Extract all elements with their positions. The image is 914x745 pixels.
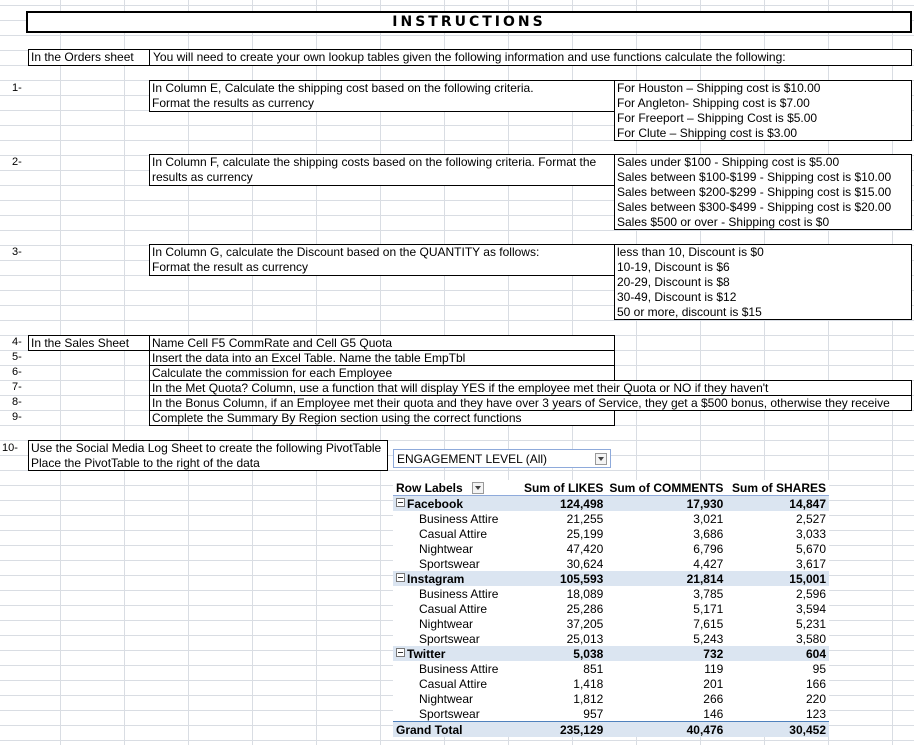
group-shares-value: 15,001 xyxy=(726,571,829,586)
step-1-criteria-cell[interactable] xyxy=(614,80,912,141)
pivot-item-row[interactable] xyxy=(393,691,829,706)
item-likes-value: 25,013 xyxy=(566,631,604,646)
group-label-cell[interactable] xyxy=(393,646,519,661)
criteria-line: For Freeport – Shipping Cost is $5.00 xyxy=(617,111,818,125)
step-number: 7- xyxy=(12,381,22,393)
item-label: Nightwear xyxy=(419,616,474,631)
criteria-line: Sales $500 or over - Shipping cost is $0 xyxy=(617,215,830,229)
item-label: Sportswear xyxy=(419,556,480,571)
pivot-table[interactable] xyxy=(393,480,829,736)
likes-header: Sum of LIKES xyxy=(519,480,607,496)
step-3-instruction-cell[interactable] xyxy=(149,244,615,276)
orders-sheet-label-cell[interactable] xyxy=(28,49,150,66)
criteria-line: For Angleton- Shipping cost is $7.00 xyxy=(617,96,810,110)
group-likes-value: 5,038 xyxy=(519,646,607,661)
item-likes-value: 21,255 xyxy=(566,511,604,526)
group-comments-value: 21,814 xyxy=(606,571,726,586)
step-3-line-2: Format the result as currency xyxy=(152,260,309,274)
step-1-line-2: Format the results as currency xyxy=(152,96,315,110)
criteria-line: Sales between $300-$499 - Shipping cost is $20.00 xyxy=(617,200,892,214)
step-number: 4- xyxy=(12,336,22,348)
item-likes-value: 851 xyxy=(583,661,604,676)
item-comments-value: 5,243 xyxy=(693,631,724,646)
item-comments-value: 3,785 xyxy=(693,586,724,601)
item-comments-value: 6,796 xyxy=(693,541,724,556)
group-comments-value: 17,930 xyxy=(606,496,726,512)
item-label: Casual Attire xyxy=(419,526,488,541)
row-labels-text: Row Labels xyxy=(396,480,463,495)
sales-item-text: Insert the data into an Excel Table. Name the table EmpTbl xyxy=(152,351,466,365)
item-shares-value: 95 xyxy=(812,661,826,676)
group-label-cell[interactable] xyxy=(393,496,519,512)
criteria-line: 50 or more, discount is $15 xyxy=(617,305,762,319)
item-likes-value: 957 xyxy=(583,706,604,721)
collapse-icon[interactable] xyxy=(396,648,405,657)
item-likes-value: 1,812 xyxy=(573,691,604,706)
item-comments-value: 119 xyxy=(704,661,724,676)
row-labels-header[interactable] xyxy=(393,480,519,496)
grand-total-likes: 235,129 xyxy=(519,722,607,738)
criteria-line: For Clute – Shipping cost is $3.00 xyxy=(617,126,798,140)
step-number: 8- xyxy=(12,396,22,408)
sales-item-cell[interactable] xyxy=(149,365,615,381)
sales-item-cell[interactable] xyxy=(149,350,615,366)
item-comments-value: 266 xyxy=(703,691,724,706)
item-shares-value: 5,670 xyxy=(795,541,826,556)
group-label-cell[interactable] xyxy=(393,571,519,586)
filter-field-value: (All) xyxy=(525,452,548,466)
item-shares-value: 5,231 xyxy=(795,616,826,631)
sales-sheet-label: In the Sales Sheet xyxy=(31,336,130,350)
group-shares-value: 14,847 xyxy=(726,496,829,512)
pivot-item-row[interactable] xyxy=(393,631,829,646)
item-comments-value: 3,021 xyxy=(693,511,724,526)
item-likes-value: 18,089 xyxy=(566,586,604,601)
criteria-line: less than 10, Discount is $0 xyxy=(617,245,764,259)
item-shares-value: 3,594 xyxy=(795,601,826,616)
group-name: Twitter xyxy=(407,646,446,661)
group-shares-value: 604 xyxy=(726,646,829,661)
collapse-icon[interactable] xyxy=(396,573,405,582)
step-number: 5- xyxy=(12,351,22,363)
criteria-line: For Houston – Shipping cost is $10.00 xyxy=(617,81,821,95)
item-likes-value: 37,205 xyxy=(566,616,604,631)
collapse-icon[interactable] xyxy=(396,498,405,507)
pivot-item-row[interactable] xyxy=(393,511,829,526)
item-shares-value: 3,580 xyxy=(795,631,826,646)
pivot-item-row[interactable] xyxy=(393,556,829,571)
pivot-header-row xyxy=(393,480,829,496)
step-3-line-1: In Column G, calculate the Discount based on the QUANTITY as follows: xyxy=(152,245,540,259)
item-comments-value: 4,427 xyxy=(693,556,724,571)
criteria-line: Sales between $200-$299 - Shipping cost is $15.00 xyxy=(617,185,892,199)
sales-item-text: Calculate the commission for each Employee xyxy=(152,366,393,380)
item-shares-value: 220 xyxy=(805,691,826,706)
orders-intro-cell[interactable] xyxy=(149,49,912,66)
step-10-instruction-cell[interactable] xyxy=(28,440,388,471)
step-2-line-1: In Column F, calculate the shipping costs based on the following criteria. Format the xyxy=(152,155,597,169)
step-number: 6- xyxy=(12,366,22,378)
sales-item-cell[interactable] xyxy=(149,380,912,396)
pivot-report-filter[interactable] xyxy=(393,449,611,468)
step-number: 2- xyxy=(12,156,22,168)
step-10-line-1: Use the Social Media Log Sheet to create the following PivotTable xyxy=(31,441,382,455)
sales-item-text: Name Cell F5 CommRate and Cell G5 Quota xyxy=(152,336,393,350)
item-label: Business Attire xyxy=(419,511,499,526)
pivot-item-row[interactable] xyxy=(393,616,829,631)
step-2-criteria-cell[interactable] xyxy=(614,154,912,230)
filter-dropdown-icon[interactable] xyxy=(595,453,607,465)
item-label: Business Attire xyxy=(419,661,499,676)
item-label: Sportswear xyxy=(419,706,480,721)
pivot-item-row[interactable] xyxy=(393,526,829,541)
sales-item-text: In the Bonus Column, if an Employee met their quota and they have over 3 years of Service, they get a $500 bonus, otherwise they receive xyxy=(152,396,890,410)
pivot-item-row[interactable] xyxy=(393,586,829,601)
grand-total-row xyxy=(393,722,829,738)
item-comments-value: 201 xyxy=(703,676,724,691)
pivot-item-row[interactable] xyxy=(393,676,829,691)
item-label: Business Attire xyxy=(419,586,499,601)
pivot-item-row[interactable] xyxy=(393,706,829,722)
step-2-instruction-cell[interactable] xyxy=(149,154,615,186)
sales-item-text: Complete the Summary By Region section using the correct functions xyxy=(152,411,522,425)
step-2-line-2: results as currency xyxy=(152,170,253,184)
step-number: 9- xyxy=(12,411,22,423)
sales-item-cell[interactable] xyxy=(149,395,912,411)
group-comments-value: 732 xyxy=(606,646,726,661)
step-3-criteria-cell[interactable] xyxy=(614,244,912,320)
step-1-line-1: In Column E, Calculate the shipping cost based on the following criteria. xyxy=(152,81,534,95)
step-1-instruction-cell[interactable] xyxy=(149,80,615,112)
pivot-filter-label xyxy=(397,452,547,467)
criteria-line: 30-49, Discount is $12 xyxy=(617,290,737,304)
item-likes-value: 25,199 xyxy=(566,526,604,541)
grand-total-shares: 30,452 xyxy=(726,722,829,738)
sales-sheet-label-cell[interactable] xyxy=(28,335,150,351)
item-label: Nightwear xyxy=(419,691,474,706)
step-number: 10- xyxy=(2,442,18,454)
item-comments-value: 3,686 xyxy=(693,526,724,541)
sales-item-cell[interactable] xyxy=(149,335,615,351)
sales-item-cell[interactable] xyxy=(149,410,615,426)
item-shares-value: 3,033 xyxy=(795,526,826,541)
step-number: 1- xyxy=(12,82,22,94)
row-labels-dropdown-icon[interactable] xyxy=(472,482,484,494)
item-comments-value: 146 xyxy=(703,706,724,721)
item-label: Nightwear xyxy=(419,541,474,556)
grand-total-label: Grand Total xyxy=(393,722,519,738)
item-comments-value: 5,171 xyxy=(693,601,724,616)
criteria-line: Sales under $100 - Shipping cost is $5.00 xyxy=(617,155,840,169)
pivot-item-row[interactable] xyxy=(393,541,829,556)
pivot-item-row[interactable] xyxy=(393,661,829,676)
step-10-line-2: Place the PivotTable to the right of the data xyxy=(31,456,260,470)
group-likes-value: 105,593 xyxy=(519,571,607,586)
item-label: Casual Attire xyxy=(419,676,488,691)
item-likes-value: 47,420 xyxy=(566,541,604,556)
item-shares-value: 2,527 xyxy=(795,511,826,526)
item-label: Sportswear xyxy=(419,631,480,646)
item-shares-value: 3,617 xyxy=(795,556,826,571)
step-number: 3- xyxy=(12,246,22,258)
pivot-group-row[interactable] xyxy=(393,496,829,512)
criteria-line: Sales between $100-$199 - Shipping cost is $10.00 xyxy=(617,170,892,184)
grand-total-comments: 40,476 xyxy=(606,722,726,738)
criteria-line: 10-19, Discount is $6 xyxy=(617,260,730,274)
pivot-group-row[interactable] xyxy=(393,646,829,661)
item-label: Casual Attire xyxy=(419,601,488,616)
group-name: Facebook xyxy=(407,496,464,511)
pivot-group-row[interactable] xyxy=(393,571,829,586)
filter-field-name: ENGAGEMENT LEVEL xyxy=(397,452,523,466)
group-likes-value: 124,498 xyxy=(519,496,607,512)
shares-header: Sum of SHARES xyxy=(726,480,829,496)
instructions-title: INSTRUCTIONS xyxy=(26,11,912,33)
item-comments-value: 7,615 xyxy=(693,616,724,631)
orders-sheet-label: In the Orders sheet xyxy=(31,50,134,64)
comments-header: Sum of COMMENTS xyxy=(606,480,726,496)
item-shares-value: 2,596 xyxy=(795,586,826,601)
item-shares-value: 166 xyxy=(805,676,826,691)
item-shares-value: 123 xyxy=(805,706,826,721)
orders-intro-text: You will need to create your own lookup tables given the following information and use functions calculate the following: xyxy=(153,50,786,64)
item-likes-value: 30,624 xyxy=(566,556,604,571)
item-likes-value: 25,286 xyxy=(566,601,604,616)
group-name: Instagram xyxy=(407,571,465,586)
pivot-item-row[interactable] xyxy=(393,601,829,616)
criteria-line: 20-29, Discount is $8 xyxy=(617,275,730,289)
item-likes-value: 1,418 xyxy=(573,676,604,691)
sales-item-text: In the Met Quota? Column, use a function that will display YES if the employee met their Quota or NO if they haven't xyxy=(152,381,769,395)
